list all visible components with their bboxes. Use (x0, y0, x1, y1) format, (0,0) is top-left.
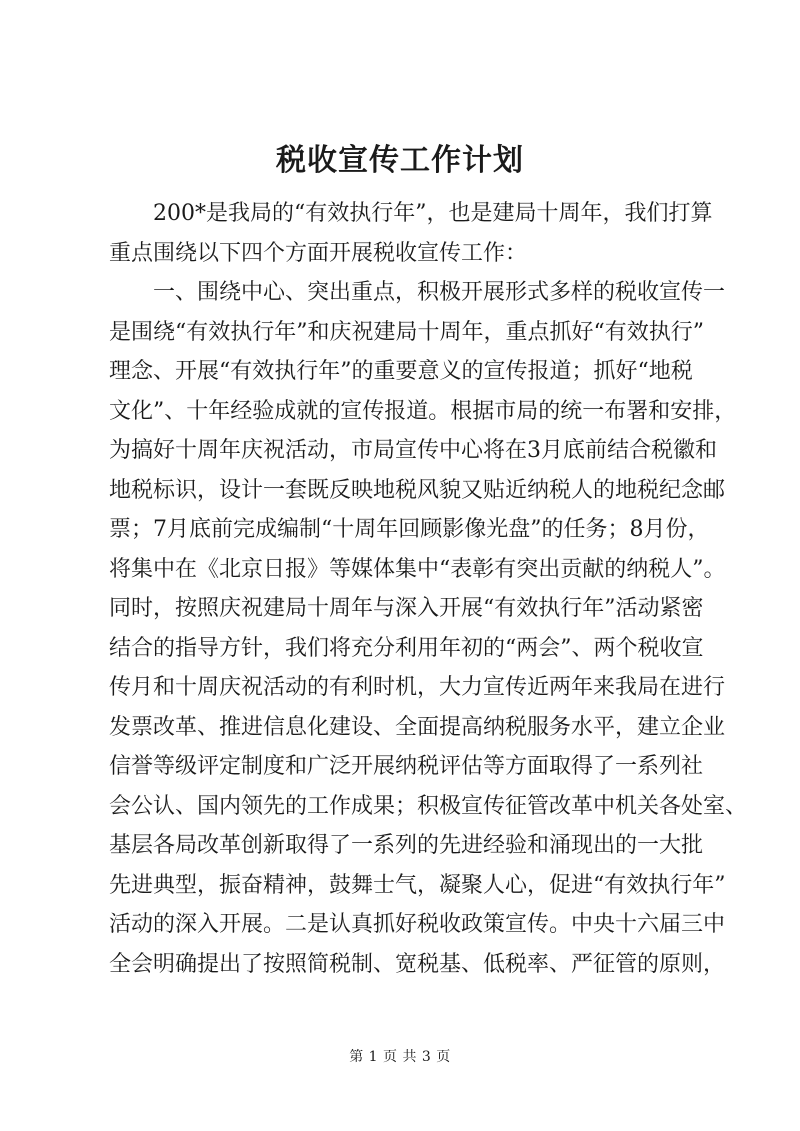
body-line: 发票改革、推进信息化建设、全面提高纳税服务水平，建立企业 (109, 714, 726, 740)
body-line: 结合的指导方针，我们将充分利用年初的“两会”、两个税收宣 (109, 635, 704, 661)
body-line: 理念、开展“有效执行年”的重要意义的宣传报道；抓好“地税 (109, 359, 693, 384)
body-line: 重点围绕以下四个方面开展税收宣传工作： (109, 240, 528, 266)
body-line: 全会明确提出了按照简税制、宽税基、低税率、严征管的原则， (109, 951, 726, 977)
body-line: 活动的深入开展。二是认真抓好税收政策宣传。中央十六届三中 (109, 912, 726, 937)
body-line: 同时，按照庆祝建局十周年与深入开展“有效执行年”活动紧密 (109, 596, 704, 621)
body-line: 为搞好十周年庆祝活动，市局宣传中心将在3月底前结合税徽和 (109, 438, 717, 463)
body-line: 地税标识，设计一套既反映地税风貌又贴近纳税人的地税纪念邮 (109, 477, 726, 503)
body-line: 会公认、国内领先的工作成果；积极宣传征管改革中机关各处室、 (109, 793, 748, 819)
body-text (109, 194, 748, 984)
body-line: 将集中在《北京日报》等媒体集中“表彰有突出贡献的纳税人”。 (109, 556, 726, 582)
body-line: 先进典型，振奋精神，鼓舞士气，凝聚人心，促进“有效执行年” (109, 872, 726, 898)
body-line: 信誉等级评定制度和广泛开展纳税评估等方面取得了一系列社 (109, 754, 704, 779)
body-line: 200*是我局的“有效执行年”，也是建局十周年，我们打算 (109, 201, 713, 226)
body-line: 基层各局改革创新取得了一系列的先进经验和涌现出的一大批 (109, 833, 704, 858)
body-line: 文化”、十年经验成就的宣传报道。根据市局的统一布署和安排， (109, 398, 737, 424)
body-line: 是围绕“有效执行年”和庆祝建局十周年，重点抓好“有效执行” (109, 319, 704, 345)
body-line: 一、围绕中心、突出重点，积极开展形式多样的税收宣传一 (109, 280, 726, 305)
page-title: 税收宣传工作计划 (276, 143, 524, 178)
body-line: 传月和十周庆祝活动的有利时机，大力宣传近两年来我局在进行 (109, 675, 726, 700)
page-footer: 第 1 页 共 3 页 (349, 1049, 451, 1065)
body-line: 票；7月底前完成编制“十周年回顾影像光盘”的任务；8月份， (109, 517, 710, 542)
